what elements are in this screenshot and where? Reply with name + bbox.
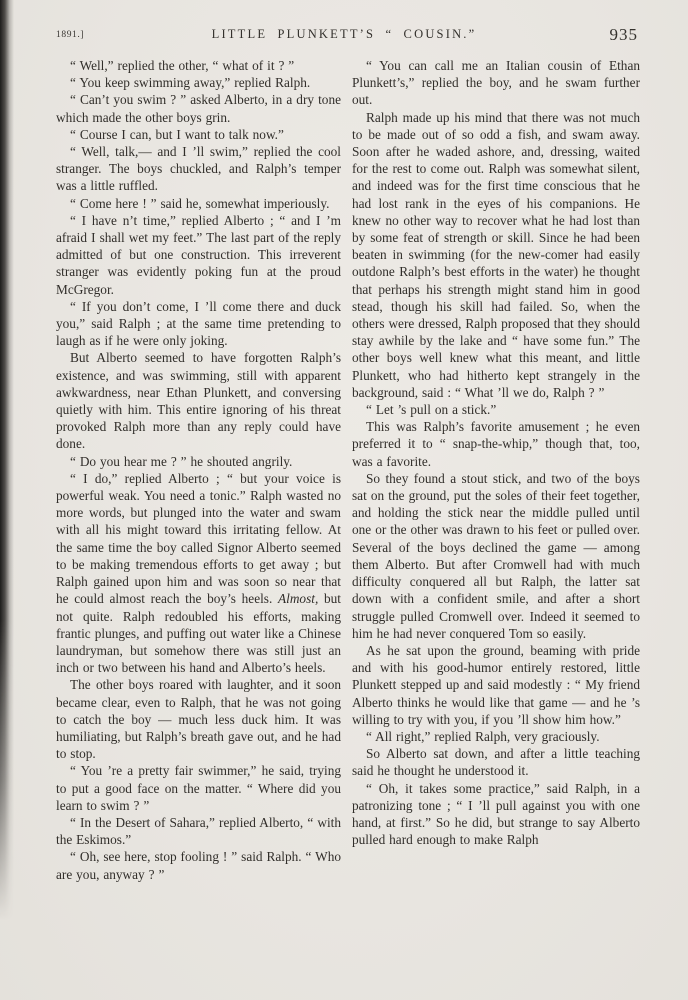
paragraph bbox=[352, 728, 640, 745]
text-run: “ You ’re a pretty fair swimmer,” he said, trying to put a good face on the matter. “ Where did you learn to swim ? ” bbox=[56, 763, 341, 813]
text-run: “ I have n’t time,” replied Alberto ; “ and I ’m afraid I shall wet my feet.” The last part of the reply admitted of but one construction. This irreverent stranger was evidently poking fun at the proud McGregor. bbox=[56, 212, 341, 297]
paragraph bbox=[352, 418, 640, 470]
text-run: So they found a stout stick, and two of the boys sat on the ground, put the soles of their feet together, and holding the stick near the middle pulled until one or the other was drawn to his feet or pulled over. Several of the boys declined the game — among them Alberto. But after Cromwell had with much difficulty conquered all but Ralph, the latter sat down with a confident smile, and after a short struggle pulled Cromwell over. Indeed it seemed to him he had never conquered Tom so easily. bbox=[352, 470, 640, 641]
text-run: “ Oh, it takes some practice,” said Ralph, in a patronizing tone ; “ I ’ll pull against you with one hand, at first.” So he did, but strange to say Alberto pulled hard enough to make Ralph bbox=[352, 780, 640, 848]
paragraph bbox=[56, 195, 341, 212]
paragraph bbox=[56, 212, 341, 298]
text-run: “ In the Desert of Sahara,” replied Alberto, “ with the Eskimos.” bbox=[56, 814, 341, 848]
text-column-right bbox=[352, 57, 640, 848]
text-run: Ralph made up his mind that there was not much to be made out of so odd a fish, and swam away. Soon after he waded ashore, and, dressing, waited for the rest to come out. Ralph was somewhat silent, and indeed was for the first time conscious that he had lost rank in the eyes of his companions. He knew no other way to recover what he had lost than by some feat of strength or skill. Since he had been beaten in swimming (for the new-comer had easily outdone Ralph’s best efforts in the water) he thought that perhaps his strength might stand him in good stead, though his skill had failed. So, when the others were dressed, Ralph proposed that they should stay awhile by the lake and “ have some fun.” The other boys well knew what this meant, and little Plunkett, who had hitherto kept strangely in the background, said : “ What ’ll we do, Ralph ? ” bbox=[352, 109, 640, 400]
paragraph bbox=[56, 143, 341, 195]
paragraph bbox=[352, 470, 640, 642]
paragraph bbox=[352, 57, 640, 109]
text-run: “ Well,” replied the other, “ what of it ? ” bbox=[70, 58, 295, 73]
text-run: As he sat upon the ground, beaming with pride and with his good-humor entirely restored, little Plunkett stepped up and said modestly : “ My friend Alberto thinks he would like that game — and he ’s willing to try with you, if you ’ll show him how.” bbox=[352, 642, 640, 727]
paragraph bbox=[352, 642, 640, 728]
text-run: “ You keep swimming away,” replied Ralph. bbox=[70, 75, 311, 91]
paragraph bbox=[56, 349, 341, 452]
text-run: “ Can’t you swim ? ” asked Alberto, in a dry tone which made the other boys grin. bbox=[56, 92, 341, 125]
paragraph bbox=[56, 298, 341, 350]
paragraph bbox=[352, 780, 640, 849]
text-run: This was Ralph’s favorite amusement ; he even preferred it to “ snap-the-whip,” though that, too, was a favorite. bbox=[352, 419, 640, 469]
paragraph bbox=[56, 91, 341, 125]
paragraph bbox=[56, 57, 341, 74]
text-column-left bbox=[56, 57, 341, 883]
book-spine-shadow bbox=[0, 0, 14, 1000]
text-run: but not quite. Ralph redoubled his efforts, making frantic plunges, and puffing out water like a Chinese laundryman, but somehow there was still just an inch or two between his hand and Alberto’s heels. bbox=[56, 591, 341, 676]
text-run: “ Let ’s pull on a stick.” bbox=[366, 402, 497, 418]
paragraph bbox=[352, 109, 640, 401]
paragraph bbox=[352, 401, 640, 418]
page-number: 935 bbox=[609, 25, 638, 44]
paragraph bbox=[56, 814, 341, 848]
text-run: “ Do you hear me ? ” he shouted angrily. bbox=[70, 453, 293, 469]
text-run: “ I do,” replied Alberto ; “ but your voice is powerful weak. You need a tonic.” Ralph wasted no more words, but plunged into the water and swam with all his might toward this irritating fellow. At the same time the boy called Signor Alberto seemed to be making tremendous efforts to get away ; but Ralph gained upon him and was soon so near that he could almost reach the boy’s heels. bbox=[56, 470, 341, 607]
header-date: 1891.] bbox=[56, 30, 85, 40]
paragraph bbox=[56, 470, 341, 676]
text-run: “ Course I can, but I want to talk now.” bbox=[70, 126, 284, 142]
text-run: “ You can call me an Italian cousin of Ethan Plunkett’s,” replied the boy, and he swam further out. bbox=[352, 58, 640, 108]
text-run: “ Come here ! ” said he, somewhat imperiously. bbox=[70, 195, 330, 211]
text-run: So Alberto sat down, and after a little teaching said he thought he understood it. bbox=[352, 746, 640, 779]
text-run: The other boys roared with laughter, and it soon became clear, even to Ralph, that he was not going to catch the boy — much less duck him. It was humiliating, but Ralph’s breath gave out, and he had to stop. bbox=[56, 677, 341, 762]
paragraph bbox=[56, 848, 341, 882]
text-run: “ Oh, see here, stop fooling ! ” said Ralph. “ Who are you, anyway ? ” bbox=[56, 849, 341, 882]
paragraph bbox=[56, 676, 341, 762]
paragraph bbox=[56, 126, 341, 143]
page-title: LITTLE PLUNKETT’S “ COUSIN.” bbox=[211, 27, 477, 41]
text-run: “ Well, talk,— and I ’ll swim,” replied the cool stranger. The boys chuckled, and Ralph’s temper was a little ruffled. bbox=[56, 144, 341, 194]
text-run: “ If you don’t come, I ’ll come there and duck you,” said Ralph ; at the same time pretending to laugh as if he were only joking. bbox=[56, 298, 341, 349]
italic-text-run: Almost, bbox=[278, 591, 319, 607]
text-run: “ All right,” replied Ralph, very graciously. bbox=[366, 728, 600, 744]
text-run: But Alberto seemed to have forgotten Ralph’s existence, and was swimming, still with apparent awkwardness, near Ethan Plunkett, and conversing quietly with him. This entire ignoring of his threat provoked Ralph more than any reply could have done. bbox=[56, 350, 341, 452]
paragraph bbox=[352, 745, 640, 779]
paragraph bbox=[56, 762, 341, 814]
paragraph bbox=[56, 74, 341, 91]
paragraph bbox=[56, 453, 341, 470]
